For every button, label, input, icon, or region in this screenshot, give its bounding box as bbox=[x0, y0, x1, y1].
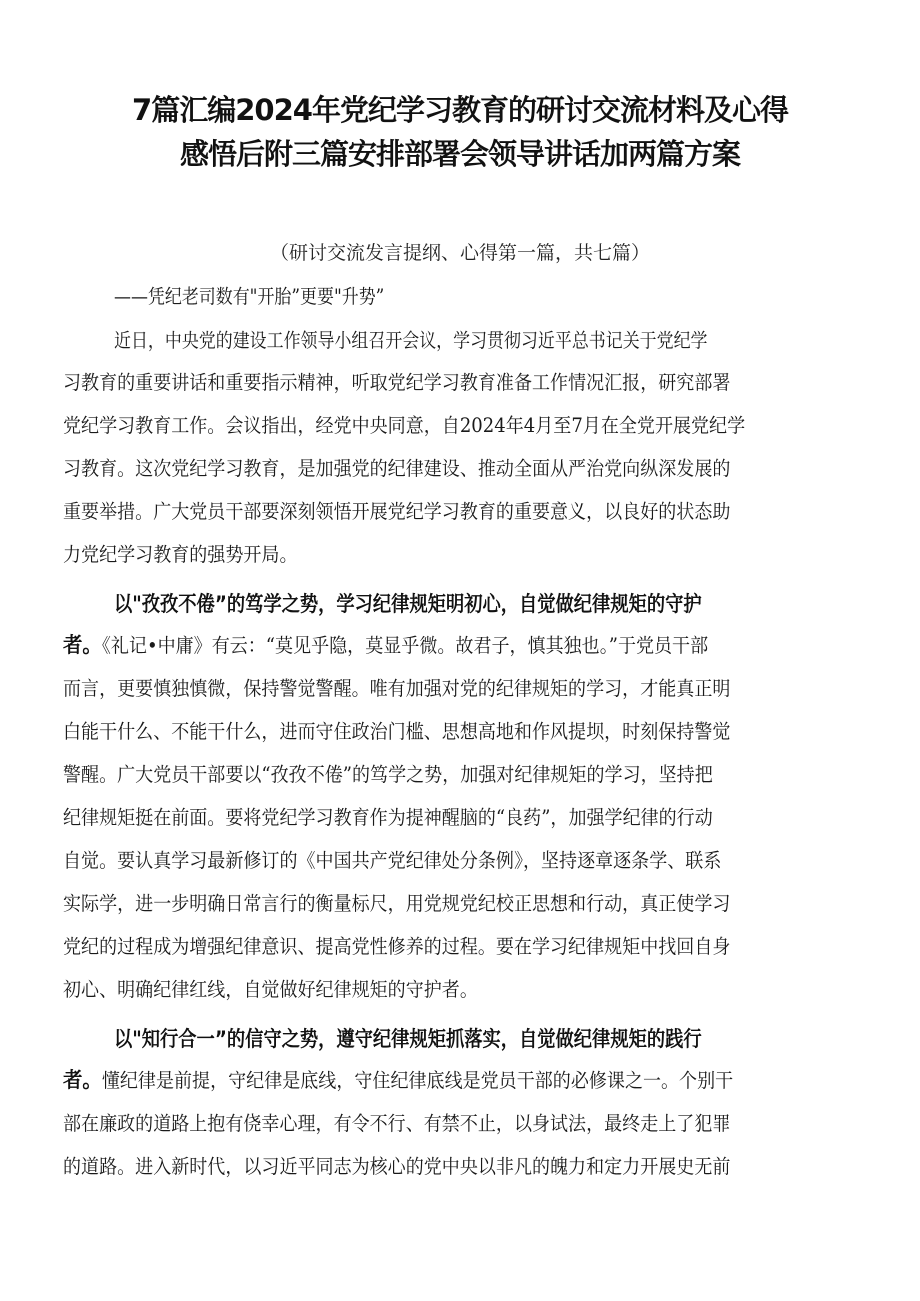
section2-line: 的道路。进入新时代，以习近平同志为核心的党中央以非凡的魄力和定力开展史无前 bbox=[63, 1155, 731, 1178]
section1-line: 初心、明确纪律红线，自觉做好纪律规矩的守护者。 bbox=[63, 978, 478, 1001]
document-title-line-1: 7篇汇编2024年党纪学习教育的研讨交流材料及心得 bbox=[132, 93, 788, 127]
byline: ——凭纪老司数有"开胎”更要"升势” bbox=[114, 285, 385, 308]
section1-line: 自觉。要认真学习最新修订的《中国共产党纪律处分条例》，坚持逐章逐条学、联系 bbox=[63, 849, 722, 872]
document-subtitle: （研讨交流发言提纲、心得第一篇，共七篇） bbox=[269, 242, 650, 264]
section1-line: 党纪的过程成为增强纪律意识、提高党性修养的过程。要在学习纪律规矩中找回自身 bbox=[63, 935, 731, 958]
document-title-line-2: 感悟后附三篇安排部署会领导讲话加两篇方案 bbox=[179, 137, 740, 171]
section2-heading-tail: 者。 bbox=[63, 1068, 102, 1092]
section1-line: 纪律规矩挺在前面。要将党纪学习教育作为提神醒脑的“良药”，加强学纪律的行动 bbox=[63, 806, 713, 829]
section2-heading: 以"知行合一”的信守之势，遵守纪律规矩抓落实，自觉做纪律规矩的践行 bbox=[114, 1027, 702, 1051]
para1-line: 习教育。这次党纪学习教育，是加强党的纪律建设、推动全面从严治党向纵深发展的 bbox=[63, 457, 731, 480]
section1-heading: 以"孜孜不倦”的笃学之势，学习纪律规矩明初心，自觉做纪律规矩的守护 bbox=[114, 592, 702, 616]
section2-first-line-text: 懂纪律是前提，守纪律是底线，守住纪律底线是党员干部的必修课之一。个别干 bbox=[101, 1069, 734, 1092]
para1-line: 习教育的重要讲话和重要指示精神，听取党纪学习教育准备工作情况汇报，研究部署 bbox=[63, 371, 731, 394]
para1-line: 党纪学习教育工作。会议指出，经党中央同意，自2024年4月至7月在全党开展党纪学 bbox=[63, 414, 746, 437]
section2-first-line bbox=[63, 1065, 914, 1096]
section2-line: 部在廉政的道路上抱有侥幸心理，有令不行、有禁不止，以身试法，最终走上了犯罪 bbox=[63, 1112, 731, 1135]
para1-line: 力党纪学习教育的强势开局。 bbox=[63, 543, 298, 566]
para1-line: 近日，中央党的建设工作领导小组召开会议，学习贯彻习近平总书记关于党纪学 bbox=[114, 329, 708, 352]
section1-line: 实际学，进一步明确日常言行的衡量标尺，用党规党纪校正思想和行动，真正使学习 bbox=[63, 892, 731, 915]
section1-first-line bbox=[63, 630, 914, 661]
section1-line: 白能干什么、不能干什么，进而守住政治门槛、思想高地和作风提坝，时刻保持警觉 bbox=[63, 720, 731, 743]
section1-heading-tail: 者。 bbox=[63, 633, 102, 657]
para1-line: 重要举措。广大党员干部要深刻领悟开展党纪学习教育的重要意义，以良好的状态助 bbox=[63, 500, 731, 523]
section1-line: 而言，更要慎独慎微，保持警觉警醒。唯有加强对党的纪律规矩的学习，才能真正明 bbox=[63, 677, 731, 700]
section1-first-line-text: 《礼记•中庸》有云：“莫见乎隐，莫显乎微。故君子，慎其独也。”于党员干部 bbox=[101, 634, 709, 657]
section1-line: 警醒。广大党员干部要以“孜孜不倦”的笃学之势，加强对纪律规矩的学习，坚持把 bbox=[63, 763, 713, 786]
